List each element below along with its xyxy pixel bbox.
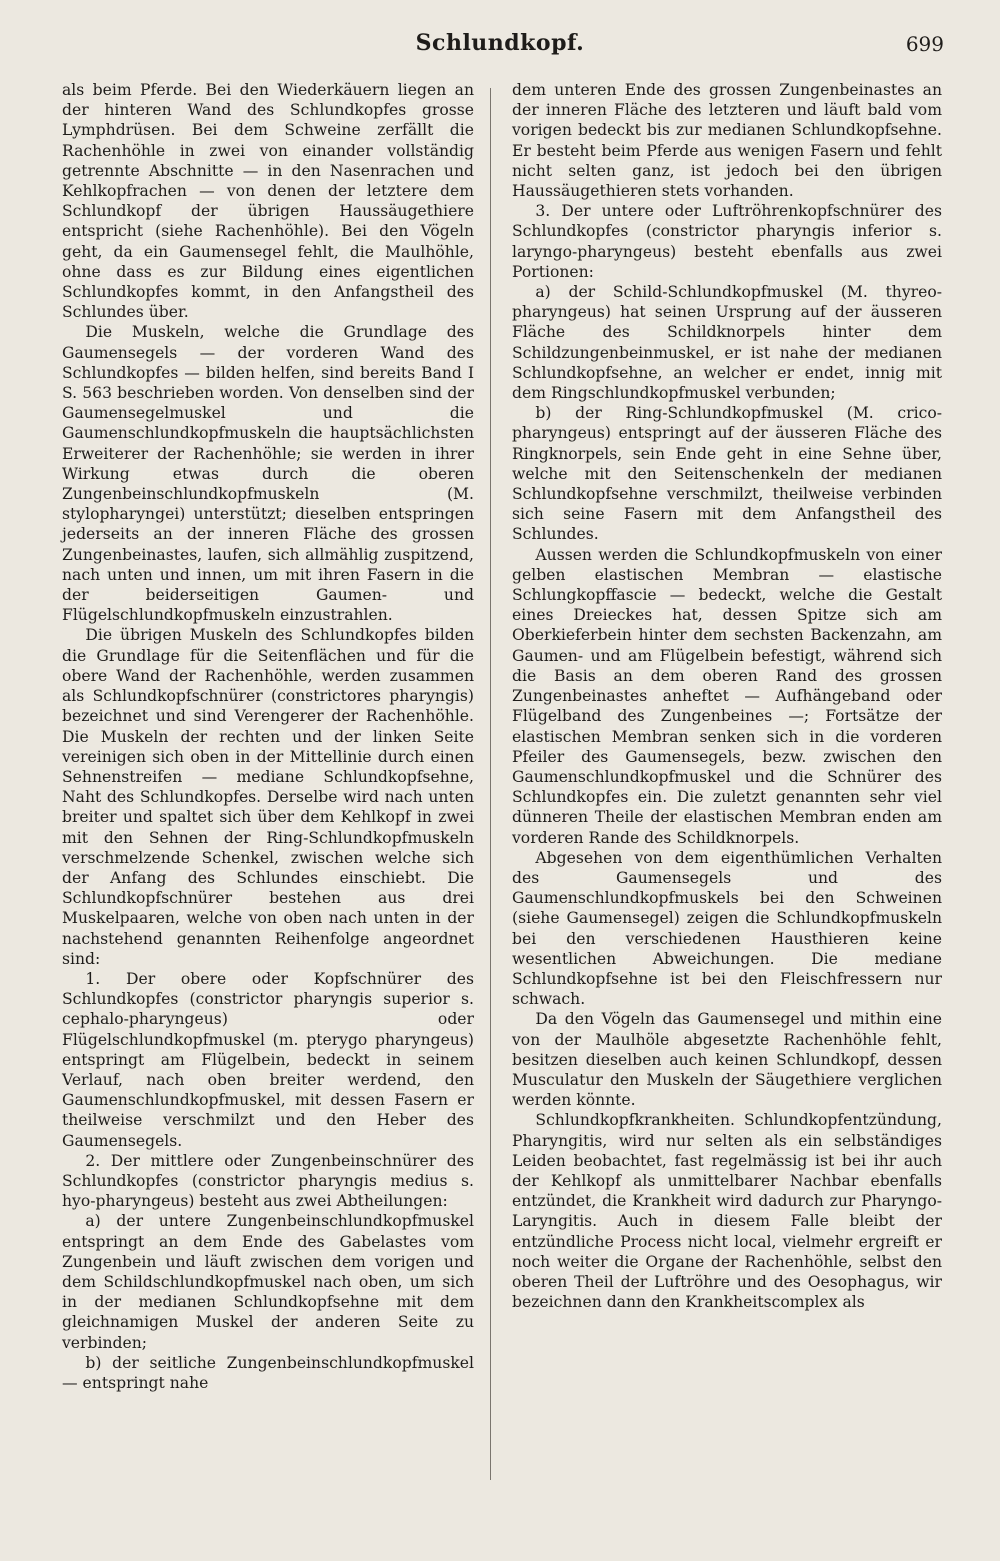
paragraph: als beim Pferde. Bei den Wiederkäuern liegen an der hinteren Wand des Schlundkopfes grosse Lymphdrüsen. Bei dem Schweine zerfällt die Rachenhöhle in zwei von einander vollständig getrennte Abschnitte — in den Nasenrachen und Kehlkopfrachen — von denen der letztere dem Schlundkopf der übrigen Haussäugethiere entspricht (siehe Rachenhöhle). Bei den Vögeln geht, da ein Gaumensegel fehlt, die Maulhöhle, ohne dass es zur Bildung eines eigentlichen Schlundkopfes kommt, in den Anfangstheil des Schlundes über.: [62, 81, 474, 322]
page-header: [0, 30, 1000, 64]
left-column: [62, 80, 474, 1393]
paragraph: b) der seitliche Zungenbeinschlundkopfmuskel — entspringt nahe: [62, 1353, 474, 1392]
paragraph: 2. Der mittlere oder Zungenbeinschnürer des Schlundkopfes (constrictor pharyngis medius s. hyo-pharyngeus) besteht aus zwei Abtheilungen:: [62, 1151, 474, 1211]
paragraph: Abgesehen von dem eigenthümlichen Verhalten des Gaumensegels und des Gaumenschlundkopfmuskels bei den Schweinen (siehe Gaumensegel) zeigen die Schlundkopfmuskeln bei den verschiedenen Hausthieren keine wesentlichen Abweichungen. Die mediane Schlundkopfsehne ist bei den Fleischfressern nur schwach.: [512, 848, 942, 1009]
paragraph: a) der untere Zungenbeinschlundkopfmuskel entspringt an dem Ende des Gabelastes vom Zungenbein und läuft zwischen dem vorigen und dem Schildschlundkopfmuskel nach oben, um sich in der medianen Schlundkopfsehne mit dem gleichnamigen Muskel der anderen Seite zu verbinden;: [62, 1212, 474, 1352]
paragraph: Da den Vögeln das Gaumensegel und mithin eine von der Maulhöle abgesetzte Rachenhöhle fehlt, besitzen dieselben auch keinen Schlundkopf, dessen Musculatur den Muskeln der Säugethiere verglichen werden könnte.: [512, 1010, 942, 1110]
right-column: [512, 80, 942, 1312]
paragraph: Schlundkopfkrankheiten. Schlundkopfentzündung, Pharyngitis, wird nur selten als ein selbständiges Leiden beobachtet, fast regelmässig ist bei ihr auch der Kehlkopf als unmittelbarer Nachbar ebenfalls entzündet, die Krankheit wird dadurch zur Pharyngo-Laryngitis. Auch in diesem Falle bleibt der entzündliche Process nicht local, vielmehr ergreift er noch weiter die Organe der Rachenhöhle, selbst den oberen Theil der Luftröhre und des Oesophagus, wir bezeichnen dann den Krankheitscomplex als: [512, 1111, 942, 1312]
paragraph: Aussen werden die Schlundkopfmuskeln von einer gelben elastischen Membran — elastische Schlungkopffascie — bedeckt, welche die Gestalt eines Dreieckes hat, dessen Spitze sich am Oberkieferbein hinter dem sechsten Backenzahn, am Gaumen- und am Flügelbein befestigt, während sich die Basis an dem oberen Rand des grossen Zungenbeinastes anheftet — Aufhängeband oder Flügelband des Zungenbeines —; Fortsätze der elastischen Membran senken sich in die vorderen Pfeiler des Gaumensegels, bezw. zwischen den Gaumenschlundkopfmuskel und die Schnürer des Schlundkopfes ein. Die zuletzt genannten sehr viel dünneren Theile der elastischen Membran enden am vorderen Rande des Schildknorpels.: [512, 545, 942, 847]
paragraph: Die übrigen Muskeln des Schlundkopfes bilden die Grundlage für die Seitenflächen und für die obere Wand der Rachenhöhle, werden zusammen als Schlundkopfschnürer (constrictores pharyngis) bezeichnet und sind Verengerer der Rachenhöhle. Die Muskeln der rechten und der linken Seite vereinigen sich oben in der Mittellinie durch einen Sehnenstreifen — mediane Schlundkopfsehne, Naht des Schlundkopfes. Derselbe wird nach unten breiter und spaltet sich über dem Kehlkopf in zwei mit den Sehnen der Ring-Schlundkopfmuskeln verschmelzende Schenkel, zwischen welche sich der Anfang des Schlundes einschiebt. Die Schlundkopfschnürer bestehen aus drei Muskelpaaren, welche von oben nach unten in der nachstehend genannten Reihenfolge angeordnet sind:: [62, 626, 474, 968]
page-number: 699: [905, 32, 944, 56]
paragraph: a) der Schild-Schlundkopfmuskel (M. thyreo-pharyngeus) hat seinen Ursprung auf der äusseren Fläche des Schildknorpels hinter dem Schildzungenbeinmuskel, er ist nahe der medianen Schlundkopfsehne, an welcher er endet, innig mit dem Ringschlundkopfmuskel verbunden;: [512, 283, 942, 403]
paragraph: Die Muskeln, welche die Grundlage des Gaumensegels — der vorderen Wand des Schlundkopfes — bilden helfen, sind bereits Band I S. 563 beschrieben worden. Von denselben sind der Gaumensegelmuskel und die Gaumenschlundkopfmuskeln die hauptsächlichsten Erweiterer der Rachenhöhle; sie werden in ihrer Wirkung etwas durch die oberen Zungenbeinschlundkopfmuskeln (M. stylopharyngei) unterstützt; dieselben entspringen jederseits an der inneren Fläche des grossen Zungenbeinastes, laufen, sich allmählig zuspitzend, nach unten und innen, um mit ihren Fasern in die der beiderseitigen Gaumen- und Flügelschlundkopfmuskeln einzustrahlen.: [62, 323, 474, 625]
paragraph: 1. Der obere oder Kopfschnürer des Schlundkopfes (constrictor pharyngis superior s. cephalo-pharyngeus) oder Flügelschlundkopfmuskel (m. pterygo pharyngeus) entspringt am Flügelbein, bedeckt in seinem Verlauf, nach oben breiter werdend, den Gaumenschlundkopfmuskel, mit dessen Fasern er theilweise verschmilzt und den Heber des Gaumensegels.: [62, 969, 474, 1150]
paragraph: 3. Der untere oder Luftröhrenkopfschnürer des Schlundkopfes (constrictor pharyngis inferior s. laryngo-pharyngeus) besteht ebenfalls aus zwei Portionen:: [512, 202, 942, 281]
paragraph: dem unteren Ende des grossen Zungenbeinastes an der inneren Fläche des letzteren und läuft bald vom vorigen bedeckt bis zur medianen Schlundkopfsehne. Er besteht beim Pferde aus wenigen Fasern und fehlt nicht selten ganz, ist jedoch bei den übrigen Haussäugethieren stets vorhanden.: [512, 81, 942, 201]
paragraph: b) der Ring-Schlundkopfmuskel (M. crico-pharyngeus) entspringt auf der äusseren Fläche des Ringknorpels, sein Ende geht in eine Sehne über, welche mit den Seitenschenkeln der medianen Schlundkopfsehne verschmilzt, theilweise verbinden sich seine Fasern mit dem Anfangstheil des Schlundes.: [512, 404, 942, 544]
column-divider: [490, 88, 491, 1480]
running-title: Schlundkopf.: [415, 30, 585, 56]
